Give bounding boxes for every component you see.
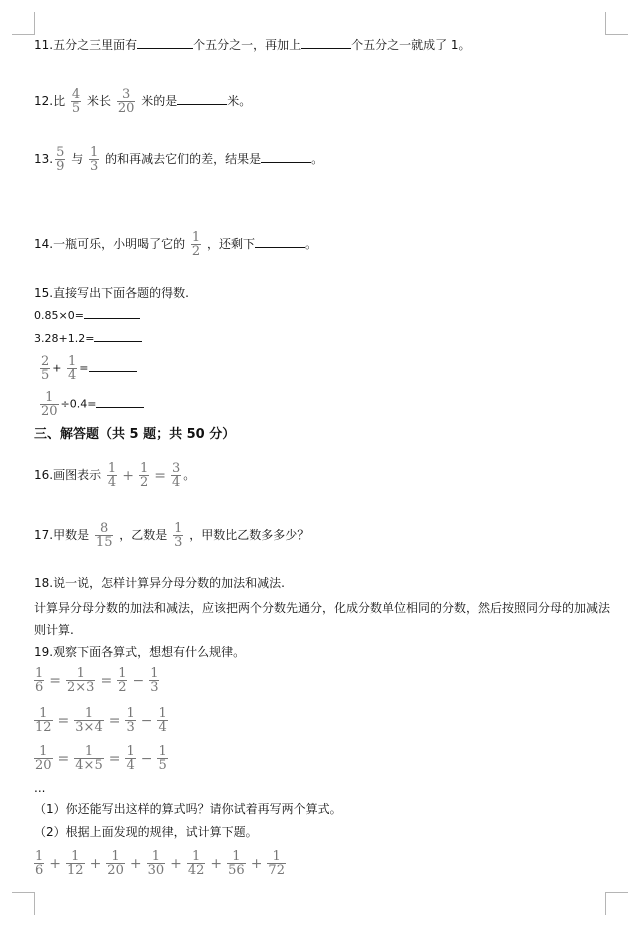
fraction: $\frac{1}{6}$: [35, 666, 44, 695]
fraction: $\frac{1}{2\times 3}$: [67, 666, 95, 695]
page-corner-mark: [12, 892, 35, 915]
question-16: 16.画图表示 $\frac{1}{4}$ + $\frac{1}{2}$ = $\frac{3}{4}$ 。: [34, 461, 196, 490]
question-text: ，甲数比乙数多多少？: [189, 528, 310, 542]
fraction: $\frac{1}{3}$: [174, 521, 183, 550]
sum-expression: $\frac{1}{6}$ + $\frac{1}{12}$ + $\frac{1}{20}$ + $\frac{1}{30}$ + $\frac{1}{42}$ + $\frac{1}{56}$ + $\frac{1}{72}$: [35, 849, 285, 878]
question-18-title: 18.说一说，怎样计算异分母分数的加法和减法.: [34, 576, 285, 590]
pattern-equation: $\frac{1}{20}$ = $\frac{1}{4\times 5}$ = $\frac{1}{4}$ − $\frac{1}{5}$: [35, 744, 167, 773]
question-text: 11.五分之三里面有: [34, 38, 138, 52]
calc-line: $\frac{2}{5}$ + $\frac{1}{4}$ =: [38, 355, 614, 382]
question-text: 。: [305, 237, 318, 251]
question-text: 米。: [227, 94, 252, 108]
answer-blank[interactable]: [301, 47, 351, 49]
question-text: 个五分之一，再加上: [193, 38, 302, 52]
question-text: 17.甲数是: [34, 528, 90, 542]
pattern-equation: $\frac{1}{12}$ = $\frac{1}{3\times 4}$ = $\frac{1}{3}$ − $\frac{1}{4}$: [35, 706, 167, 735]
answer-blank[interactable]: [96, 406, 144, 408]
answer-blank[interactable]: [261, 161, 311, 163]
fraction: $\frac{1}{12}$: [67, 849, 84, 878]
answer-paragraph: 计算异分母分数的加法和减法，应该把两个分数先通分，化成分数单位相同的分数，然后按照同分母的加减法则计算.: [34, 601, 611, 637]
fraction: $\frac{1}{5}$: [158, 744, 167, 773]
fraction: $\frac{1}{20}$: [41, 390, 58, 419]
answer-blank[interactable]: [84, 317, 140, 319]
fraction: $\frac{1}{3\times 4}$: [75, 706, 103, 735]
fraction: $\frac{1}{56}$: [228, 849, 245, 878]
fraction: $\frac{1}{4}$: [126, 744, 135, 773]
ellipsis: ...: [34, 781, 46, 795]
question-17: [34, 522, 614, 549]
fraction: $\frac{4}{5}$: [71, 87, 81, 116]
answer-blank[interactable]: [255, 246, 305, 248]
answer-blank[interactable]: [89, 370, 137, 372]
question-text: 与: [71, 152, 84, 166]
fraction: $\frac{1}{12}$: [35, 706, 52, 735]
question-12: [34, 88, 614, 115]
fraction: $\frac{1}{3}$: [126, 706, 135, 735]
fraction: $\frac{1}{3}$: [150, 666, 159, 695]
question-13: [34, 146, 614, 173]
fraction: $\frac{2}{5}$: [41, 354, 50, 383]
question-text: ，乙数是: [119, 528, 168, 542]
fraction: $\frac{3}{4}$: [171, 461, 181, 490]
question-text: 米长: [87, 94, 112, 108]
calc-line: $\frac{1}{20}$ ÷0.4=: [38, 391, 614, 418]
fraction: $\frac{1}{20}$: [35, 744, 52, 773]
fraction: $\frac{8}{15}$: [95, 521, 113, 550]
question-text: 。: [311, 152, 324, 166]
calc-line: 0.85×0=: [34, 307, 614, 325]
fraction: $\frac{1}{2}$: [118, 666, 127, 695]
fraction: $\frac{1}{2}$: [139, 461, 149, 490]
page-corner-mark: [12, 12, 35, 35]
question-text: 米的是: [141, 94, 178, 108]
question-14: [34, 231, 614, 258]
fraction: $\frac{1}{30}$: [147, 849, 165, 878]
question-text: 13.: [34, 152, 54, 166]
question-text: ，还剩下: [207, 237, 256, 251]
question-19-title: 19.观察下面各算式，想想有什么规律。: [34, 645, 246, 659]
pattern-equation: $\frac{1}{6}$ = $\frac{1}{2\times 3}$ = $\frac{1}{2}$ − $\frac{1}{3}$: [35, 666, 159, 695]
answer-blank[interactable]: [94, 340, 142, 342]
question-11: [34, 36, 614, 54]
question-text: 16.画图表示: [34, 468, 102, 482]
section-heading: 三、解答题（共 5 题；共 50 分）: [34, 427, 236, 442]
question-text: 14.一瓶可乐，小明喝了它的: [34, 237, 186, 251]
question-text: 12.比: [34, 94, 66, 108]
fraction: $\frac{1}{4}$: [68, 354, 77, 383]
question-text: 个五分之一就成了 1。: [351, 38, 471, 52]
fraction: $\frac{1}{6}$: [35, 849, 44, 878]
fraction: $\frac{1}{72}$: [268, 849, 285, 878]
page-corner-mark: [605, 892, 628, 915]
fraction: $\frac{5}{9}$: [56, 145, 65, 174]
fraction: $\frac{1}{3}$: [90, 145, 99, 174]
fraction: $\frac{1}{42}$: [187, 849, 205, 878]
question-text: 的和再减去它们的差，结果是: [105, 152, 262, 166]
fraction: $\frac{3}{20}$: [117, 87, 135, 116]
page-corner-mark: [605, 12, 628, 35]
question-15-title: 15.直接写出下面各题的得数.: [34, 286, 189, 300]
answer-blank[interactable]: [137, 47, 193, 49]
fraction: $\frac{1}{4}$: [158, 706, 167, 735]
sub-question-2: （2）根据上面发现的规律，试计算下题。: [34, 825, 258, 839]
sub-question-1: （1）你还能写出这样的算式吗？请你试着再写两个算式。: [34, 802, 342, 816]
fraction: $\frac{1}{4}$: [107, 461, 117, 490]
fraction: $\frac{1}{20}$: [107, 849, 124, 878]
fraction: $\frac{1}{2}$: [191, 230, 201, 259]
calc-line: 3.28+1.2=: [34, 330, 614, 348]
fraction: $\frac{1}{4\times 5}$: [75, 744, 103, 773]
answer-blank[interactable]: [177, 103, 227, 105]
